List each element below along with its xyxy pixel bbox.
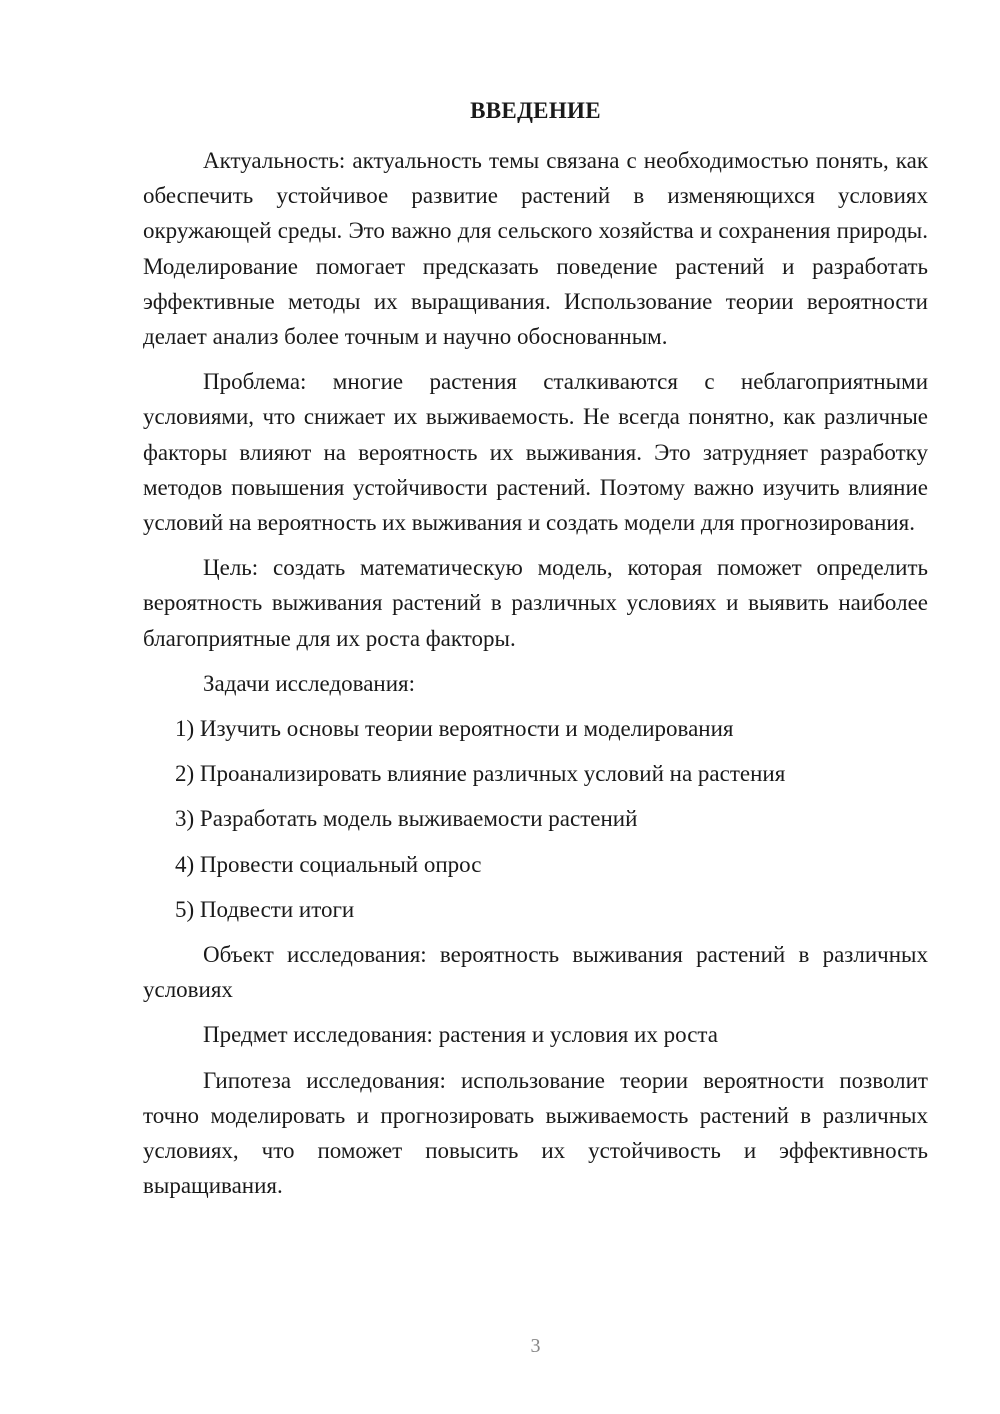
paragraph-problem: Проблема: многие растения сталкиваются с неблагоприятными условиями, что снижает их выживаемость. Не всегда понятно, как различные факторы влияют на вероятность их выживания. Это затрудняет разработку методов повышения устойчивости растений. Поэтому важно изучить влияние условий на вероятность их выживания и создать модели для прогнозирования. (143, 369, 928, 536)
section-body (143, 143, 928, 1213)
document-page (143, 0, 928, 1414)
section-title: ВВЕДЕНИЕ (470, 98, 601, 123)
list-item: 4) Провести социальный опрос (175, 851, 482, 877)
paragraph-relevance: Актуальность: актуальность темы связана с необходимостью понять, как обеспечить устойчивое развитие растений в изменяющихся условиях окружающей среды. Это важно для сельского хозяйства и сохранения природы. Моделирование помогает предсказать поведение растений и разработать эффективные методы их выращивания. Использование теории вероятности делает анализ более точным и научно обоснованным. (143, 148, 928, 350)
paragraph-hypothesis: Гипотеза исследования: использование теории вероятности позволит точно моделировать и прогнозировать выживаемость растений в различных условиях, что поможет повысить их устойчивость и эффективность выращивания. (143, 1067, 928, 1199)
tasks-heading: Задачи исследования: (203, 670, 416, 696)
paragraph-subject: Предмет исследования: растения и условия их роста (203, 1022, 718, 1048)
paragraph-goal: Цель: создать математическую модель, которая поможет определить вероятность выживания растений в различных условиях и выявить наиболее благоприятные для их роста факторы. (143, 555, 928, 651)
tasks-list (143, 711, 928, 927)
list-item: 1) Изучить основы теории вероятности и моделирования (175, 716, 734, 742)
paragraph-object: Объект исследования: вероятность выживания растений в различных условиях (143, 942, 928, 1003)
list-item: 5) Подвести итоги (175, 896, 355, 922)
page-number: 3 (530, 1335, 541, 1357)
list-item: 2) Проанализировать влияние различных условий на растения (175, 761, 786, 787)
list-item: 3) Разработать модель выживаемости растений (175, 806, 638, 832)
